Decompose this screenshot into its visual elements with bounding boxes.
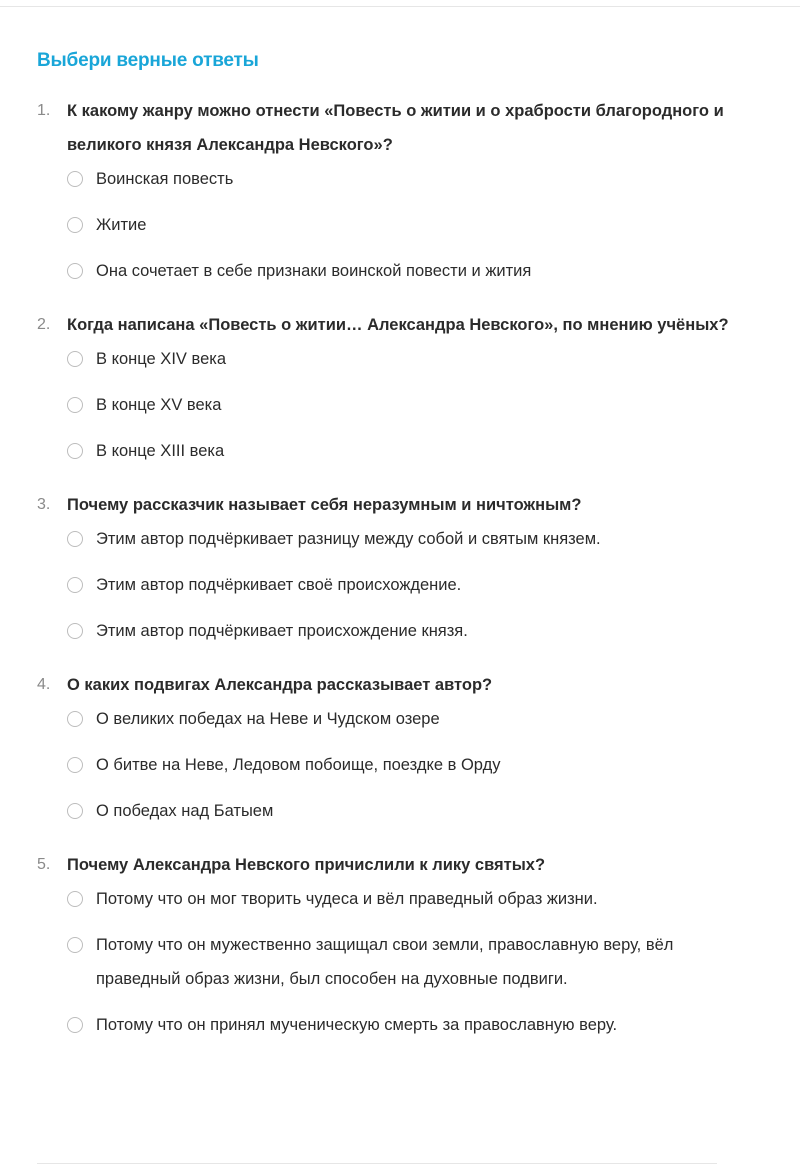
answer-label: Житие (96, 216, 147, 234)
answer-label: О победах над Батыем (96, 802, 274, 820)
question-text: Почему Александра Невского причислили к лику святых? (67, 856, 546, 874)
answer-label: Она сочетает в себе признаки воинской повести и жития (96, 262, 532, 280)
answer-label: Потому что он мог творить чудеса и вёл праведный образ жизни. (96, 890, 598, 908)
answer-label: Потому что он мужественно защищал свои земли, православную веру, вёл праведный образ жизни, был способен на духовные подвиги. (96, 936, 674, 988)
radio-button[interactable] (67, 263, 83, 279)
question-3 (0, 488, 800, 648)
question-2 (0, 308, 800, 468)
question-number: 2. (37, 316, 51, 333)
question-list (0, 94, 800, 1062)
quiz-heading: Выбери верные ответы (37, 50, 259, 71)
radio-button[interactable] (67, 803, 83, 819)
answer-label: Этим автор подчёркивает своё происхождение. (96, 576, 462, 594)
answer-option[interactable] (67, 208, 740, 242)
answer-option[interactable] (67, 568, 740, 602)
answer-option[interactable] (67, 434, 740, 468)
answer-option[interactable] (67, 794, 740, 828)
top-divider (0, 6, 800, 7)
radio-button[interactable] (67, 623, 83, 639)
radio-button[interactable] (67, 1017, 83, 1033)
question-header (0, 848, 800, 882)
answer-option[interactable] (67, 882, 740, 916)
answer-label: В конце XIII века (96, 442, 225, 460)
answer-option[interactable] (67, 388, 740, 422)
answer-label: В конце XV века (96, 396, 222, 414)
question-4 (0, 668, 800, 828)
radio-button[interactable] (67, 757, 83, 773)
answer-label: О битве на Неве, Ледовом побоище, поездке в Орду (96, 756, 501, 774)
question-5 (0, 848, 800, 1042)
answer-options (0, 882, 800, 1042)
answer-label: Этим автор подчёркивает происхождение князя. (96, 622, 468, 640)
radio-button[interactable] (67, 937, 83, 953)
question-header (0, 488, 800, 522)
answer-label: Воинская повесть (96, 170, 234, 188)
answer-options (0, 522, 800, 648)
radio-button[interactable] (67, 891, 83, 907)
radio-button[interactable] (67, 531, 83, 547)
answer-options (0, 702, 800, 828)
answer-option[interactable] (67, 748, 740, 782)
question-text: О каких подвигах Александра рассказывает автор? (67, 676, 493, 694)
radio-button[interactable] (67, 577, 83, 593)
answer-option[interactable] (67, 254, 740, 288)
radio-button[interactable] (67, 171, 83, 187)
question-header (0, 94, 800, 162)
question-text: Когда написана «Повесть о житии… Александра Невского», по мнению учёных? (67, 316, 729, 334)
radio-button[interactable] (67, 443, 83, 459)
question-header (0, 308, 800, 342)
answer-option[interactable] (67, 614, 740, 648)
question-number: 3. (37, 496, 51, 513)
radio-button[interactable] (67, 397, 83, 413)
answer-label: Потому что он принял мученическую смерть за православную веру. (96, 1016, 618, 1034)
answer-options (0, 162, 800, 288)
question-number: 5. (37, 856, 51, 873)
radio-button[interactable] (67, 217, 83, 233)
answer-label: В конце XIV века (96, 350, 227, 368)
radio-button[interactable] (67, 351, 83, 367)
answer-options (0, 342, 800, 468)
question-number: 4. (37, 676, 51, 693)
answer-label: О великих победах на Неве и Чудском озере (96, 710, 440, 728)
answer-option[interactable] (67, 702, 740, 736)
answer-label: Этим автор подчёркивает разницу между собой и святым князем. (96, 530, 601, 548)
bottom-divider (37, 1163, 717, 1164)
question-text: К какому жанру можно отнести «Повесть о житии и о храбрости благородного и великого князя Александра Невского»? (67, 102, 724, 154)
question-text: Почему рассказчик называет себя неразумным и ничтожным? (67, 496, 582, 514)
answer-option[interactable] (67, 928, 740, 996)
answer-option[interactable] (67, 342, 740, 376)
question-number: 1. (37, 102, 51, 119)
answer-option[interactable] (67, 162, 740, 196)
question-header (0, 668, 800, 702)
radio-button[interactable] (67, 711, 83, 727)
question-1 (0, 94, 800, 288)
answer-option[interactable] (67, 522, 740, 556)
answer-option[interactable] (67, 1008, 740, 1042)
